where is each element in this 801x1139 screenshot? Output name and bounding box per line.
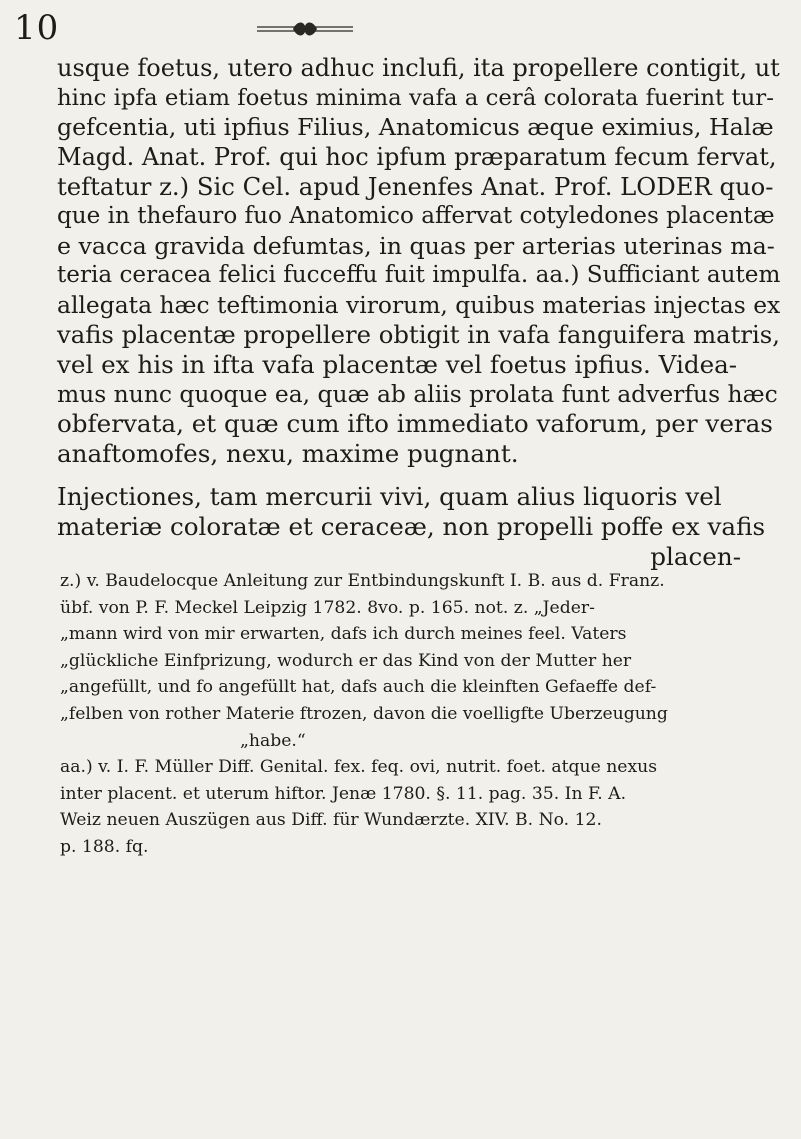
- text-line: teftatur z.) Sic Cel. apud Jenenfes Anat. Prof. LODER quo-: [57, 172, 774, 202]
- text-line: Magd. Anat. Prof. qui hoc ipfum præparatum fecum fervat,: [57, 142, 777, 171]
- footnote-line: inter placent. et uterum hiftor. Jenæ 1780. §. 11. pag. 35. In F. A.: [60, 783, 627, 804]
- footnote-line: Weiz neuen Auszügen aus Diff. für Wundærzte. XIV. B. No. 12.: [60, 810, 602, 831]
- footnote-line: übf. von P. F. Meckel Leipzig 1782. 8vo. p. 165. not. z. „Jeder-: [60, 597, 595, 618]
- text-line: gefcentia, uti ipfius Filius, Anatomicus æque eximius, Halæ: [57, 113, 774, 142]
- text-line: Injectiones, tam mercurii vivi, quam alius liquoris vel: [57, 482, 722, 512]
- footnote-line: aa.) v. I. F. Müller Diff. Genital. fex. feq. ovi, nutrit. foet. atque nexus: [60, 757, 658, 778]
- text-line: teria ceracea felici fucceffu fuit impulfa. aa.) Sufficiant autem: [57, 262, 781, 289]
- footnote-line: „felben von rother Materie ftrozen, davon die voelligfte Uberzeugung: [60, 703, 668, 724]
- text-line: vel ex his in ifta vafa placentæ vel foetus ipfius. Videa-: [57, 349, 738, 379]
- footnote-line: z.) v. Baudelocque Anleitung zur Entbindungskunft I. B. aus d. Franz.: [60, 571, 665, 591]
- footnote-line: „glückliche Einfprizung, wodurch er das Kind von der Mutter her: [60, 650, 632, 671]
- text-line: que in thefauro fuo Anatomico affervat cotyledones placentæ: [57, 202, 775, 229]
- text-line: allegata hæc teftimonia virorum, quibus materias injectas ex: [57, 290, 781, 319]
- catchword: placen-: [650, 541, 741, 571]
- text-line: vafis placentæ propellere obtigit in vafa fanguifera matris,: [57, 320, 780, 350]
- text-line: anaftomofes, nexu, maxime pugnant.: [57, 438, 519, 468]
- footnote-line: „habe.“: [240, 730, 306, 751]
- text-line: mus nunc quoque ea, quæ ab aliis prolata funt adverfus hæc: [57, 379, 778, 408]
- footnote-line: „mann wird von mir erwarten, dafs ich durch meines feel. Vaters: [60, 624, 627, 645]
- page-number: 10: [14, 8, 60, 48]
- footnotes: [60, 568, 782, 861]
- text-line: usque foetus, utero adhuc inclufi, ita propellere contigit, ut: [57, 54, 780, 82]
- main-text: [57, 54, 781, 571]
- text-line: hinc ipfa etiam foetus minima vafa a cerâ colorata fuerint tur-: [57, 84, 774, 111]
- footnote-line: p. 188. fq.: [60, 836, 149, 857]
- text-line: obfervata, et quæ cum ifto immediato vaforum, per veras: [57, 409, 773, 439]
- header-ornament: [257, 18, 353, 42]
- text-line: e vacca gravida defumtas, in quas per arterias uterinas ma-: [57, 231, 775, 260]
- text-line: materiæ coloratæ et ceraceæ, non propelli poffe ex vafis: [57, 511, 766, 541]
- footnote-line: „angefüllt, und fo angefüllt hat, dafs auch die kleinften Gefaeffe def-: [60, 677, 657, 698]
